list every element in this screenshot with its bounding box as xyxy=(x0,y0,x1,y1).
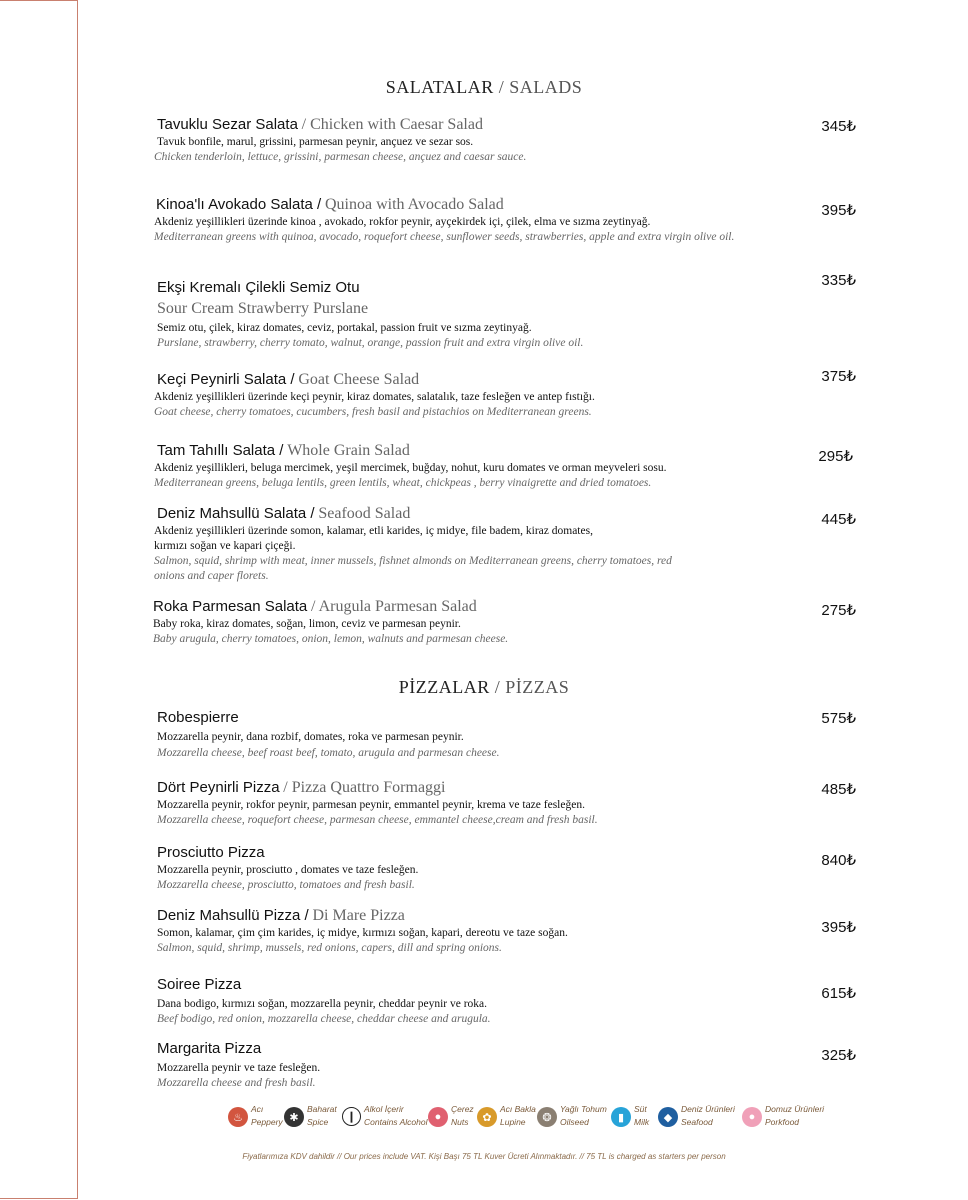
item-desc-tr: Akdeniz yeşillikleri üzerinde keçi peynir, kiraz domates, salatalık, taze fesleğen ve antep fıstığı. xyxy=(154,391,595,403)
item-desc-en: Baby arugula, cherry tomatoes, onion, lemon, walnuts and parmesan cheese. xyxy=(153,633,509,645)
legend-label-tr: Yağlı Tohum xyxy=(560,1104,607,1114)
item-name-tr: Dört Peynirli Pizza xyxy=(157,779,280,796)
legend-label-tr: Baharat xyxy=(307,1104,337,1114)
item-desc-en: Mozzarella cheese, prosciutto, tomatoes and fresh basil. xyxy=(157,879,415,891)
spice-icon: ✱ xyxy=(284,1107,304,1127)
item-desc-en: Chicken tenderloin, lettuce, grissini, parmesan cheese, ançuez and caesar sauce. xyxy=(154,151,527,163)
menu-item xyxy=(157,278,797,351)
fish-icon: ◆ xyxy=(658,1107,678,1127)
item-price: 395₺ xyxy=(821,919,856,936)
item-price: 335₺ xyxy=(821,272,856,289)
legend-item xyxy=(477,1103,536,1129)
legend-label-tr: Deniz Ürünleri xyxy=(681,1104,735,1114)
section-title-tr: SALATALAR xyxy=(385,77,494,97)
item-desc-tr: Mozzarella peynir, prosciutto , domates ve taze fesleğen. xyxy=(157,864,419,876)
item-desc-tr: Akdeniz yeşillikleri üzerinde somon, kalamar, etli karides, iç midye, file badem, kiraz domates, kırmızı soğan ve kapari çiçeği. xyxy=(154,525,593,552)
milk-icon: ▮ xyxy=(611,1107,631,1127)
legend-item xyxy=(611,1103,649,1129)
item-name-en: Sour Cream Strawberry Purslane xyxy=(157,300,369,317)
item-desc-tr: Mozzarella peynir, rokfor peynir, parmesan peynir, emmantel peynir, krema ve taze fesleğen. xyxy=(157,799,585,811)
menu-item xyxy=(154,115,797,165)
legend-item xyxy=(228,1103,283,1129)
price-footnote: Fiyatlarımıza KDV dahildir // Our prices include VAT. Kişi Başı 75 TL Kuver Ücreti Alınmaktadır. // 75 TL is charged as starters per person xyxy=(242,1152,726,1161)
item-desc-tr: Dana bodigo, kırmızı soğan, mozzarella peynir, cheddar peynir ve roka. xyxy=(157,998,488,1010)
legend-label-tr: Acı xyxy=(251,1104,264,1114)
oilseed-icon: ❂ xyxy=(537,1107,557,1127)
legend-item xyxy=(284,1103,337,1129)
menu-item xyxy=(154,441,797,491)
item-name-tr: Tavuklu Sezar Salata xyxy=(157,116,298,133)
legend-label-tr: Süt xyxy=(634,1104,647,1114)
section-title-en: PİZZAS xyxy=(505,677,570,697)
item-name-tr: Tam Tahıllı Salata / xyxy=(157,442,284,459)
item-desc-en: Mozzarella cheese, beef roast beef, tomato, arugula and parmesan cheese. xyxy=(157,747,500,759)
legend-item xyxy=(658,1103,735,1129)
item-name-tr: Soiree Pizza xyxy=(157,976,242,993)
pizzas-section-title xyxy=(0,677,968,698)
menu-item xyxy=(157,843,797,893)
item-desc-en: Mozzarella cheese and fresh basil. xyxy=(157,1077,316,1089)
item-desc-tr: Mozzarella peynir, dana rozbif, domates, roka ve parmesan peynir. xyxy=(157,731,464,743)
item-name-tr: Keçi Peynirli Salata / xyxy=(157,371,295,388)
item-price: 840₺ xyxy=(821,852,856,869)
alcohol-icon: ❙ xyxy=(342,1107,361,1126)
legend-item xyxy=(342,1103,427,1129)
legend-label-tr: Domuz Ürünleri xyxy=(765,1104,825,1114)
item-price: 395₺ xyxy=(821,202,856,219)
menu-item xyxy=(153,597,793,647)
item-name-en: Whole Grain Salad xyxy=(287,442,410,459)
legend-label-tr: Çerez xyxy=(451,1104,474,1114)
pepper-icon: ♨ xyxy=(228,1107,248,1127)
item-name-en: Goat Cheese Salad xyxy=(298,371,420,388)
item-price: 615₺ xyxy=(821,985,856,1002)
legend-label-tr: Alkol İçerir xyxy=(364,1104,404,1114)
item-name-en: / Pizza Quattro Formaggi xyxy=(283,779,446,796)
item-desc-en: Mozzarella cheese, roquefort cheese, parmesan cheese, emmantel cheese,cream and fresh basil. xyxy=(157,814,598,826)
menu-item xyxy=(157,975,797,1027)
item-name-en: / Chicken with Caesar Salad xyxy=(301,116,483,133)
item-name-tr: Roka Parmesan Salata xyxy=(153,598,308,615)
item-name-en: Quinoa with Avocado Salad xyxy=(324,196,504,213)
item-desc-en: Salmon, squid, shrimp with meat, inner mussels, fishnet almonds on Mediterranean greens, cherry tomatoes, red onions and caper florets. xyxy=(154,555,672,582)
legend-item xyxy=(537,1103,607,1129)
item-desc-en: Salmon, squid, shrimp, mussels, red onions, capers, dill and spring onions. xyxy=(157,942,502,954)
menu-item xyxy=(154,370,797,420)
menu-item xyxy=(157,778,797,828)
pig-icon: ● xyxy=(742,1107,762,1127)
salads-section-title xyxy=(0,77,968,98)
legend-item xyxy=(428,1103,474,1129)
legend-label-en: Nuts xyxy=(451,1117,469,1127)
item-desc-tr: Somon, kalamar, çim çim karides, iç midye, kırmızı soğan, kapari, dereotu ve taze soğan. xyxy=(157,927,568,939)
item-desc-en: Goat cheese, cherry tomatoes, cucumbers, fresh basil and pistachios on Mediterranean greens. xyxy=(154,406,592,418)
legend-label-en: Peppery xyxy=(251,1117,283,1127)
item-price: 575₺ xyxy=(821,710,856,727)
item-desc-en: Purslane, strawberry, cherry tomato, walnut, orange, passion fruit and extra virgin olive oil. xyxy=(157,337,584,349)
lupine-icon: ✿ xyxy=(477,1107,497,1127)
item-name-en: Di Mare Pizza xyxy=(312,907,405,924)
item-desc-tr: Akdeniz yeşillikleri üzerinde kinoa , avokado, rokfor peynir, ayçekirdek içi, çilek, elma ve sızma zeytinyağ. xyxy=(154,216,651,228)
item-price: 325₺ xyxy=(821,1047,856,1064)
item-desc-en: Beef bodigo, red onion, mozzarella cheese, cheddar cheese and arugula. xyxy=(157,1013,491,1025)
legend-label-en: Seafood xyxy=(681,1117,713,1127)
item-price: 485₺ xyxy=(821,781,856,798)
item-price: 445₺ xyxy=(821,511,856,528)
item-desc-tr: Mozzarella peynir ve taze fesleğen. xyxy=(157,1062,321,1074)
item-price: 295₺ xyxy=(818,448,853,465)
item-desc-tr: Tavuk bonfile, marul, grissini, parmesan peynir, ançuez ve sezar sos. xyxy=(157,136,474,148)
legend-label-en: Porkfood xyxy=(765,1117,800,1127)
section-title-en: SALADS xyxy=(509,77,583,97)
section-title-separator: / xyxy=(494,677,501,697)
legend-item xyxy=(742,1103,824,1129)
item-name-en: Seafood Salad xyxy=(318,505,411,522)
legend-label-en: Oilseed xyxy=(560,1117,589,1127)
legend-label-tr: Acı Bakla xyxy=(500,1104,536,1114)
item-desc-en: Mediterranean greens with quinoa, avocado, roquefort cheese, sunflower seeds, strawberries, apple and extra virgin olive oil. xyxy=(154,231,735,243)
item-name-tr: Ekşi Kremalı Çilekli Semiz Otu xyxy=(157,279,360,296)
item-name-tr: Deniz Mahsullü Pizza / xyxy=(157,907,309,924)
item-name-tr: Prosciutto Pizza xyxy=(157,844,265,861)
item-desc-tr: Baby roka, kiraz domates, soğan, limon, ceviz ve parmesan peynir. xyxy=(153,618,461,630)
nuts-icon: ● xyxy=(428,1107,448,1127)
legend-label-en: Spice xyxy=(307,1117,329,1127)
left-border-line xyxy=(0,0,78,1199)
item-name-tr: Kinoa'lı Avokado Salata / xyxy=(156,196,322,213)
legend-label-en: Lupine xyxy=(500,1117,526,1127)
item-price: 375₺ xyxy=(821,368,856,385)
section-title-separator: / xyxy=(498,77,505,97)
menu-item xyxy=(157,708,797,761)
menu-item xyxy=(156,195,796,245)
legend-label-en: Contains Alcohol xyxy=(364,1117,428,1127)
item-name-tr: Deniz Mahsullü Salata / xyxy=(157,505,315,522)
item-desc-tr: Akdeniz yeşillikleri, beluga mercimek, yeşil mercimek, buğday, nohut, kuru domates ve orman meyveleri sosu. xyxy=(154,462,667,474)
item-desc-tr: Semiz otu, çilek, kiraz domates, ceviz, portakal, passion fruit ve sızma zeytinyağ. xyxy=(157,322,532,334)
allergen-legend xyxy=(228,1103,848,1139)
legend-label-en: Milk xyxy=(634,1117,650,1127)
menu-item xyxy=(157,906,797,956)
item-name-en: / Arugula Parmesan Salad xyxy=(311,598,477,615)
item-price: 275₺ xyxy=(821,602,856,619)
item-name-tr: Robespierre xyxy=(157,709,239,726)
item-price: 345₺ xyxy=(821,118,856,135)
item-desc-en: Mediterranean greens, beluga lentils, green lentils, wheat, chickpeas , berry vinaigrette and dried tomatoes. xyxy=(154,477,652,489)
menu-item xyxy=(157,1039,797,1091)
section-title-tr: PİZZALAR xyxy=(398,677,490,697)
menu-item xyxy=(154,504,797,584)
item-name-tr: Margarita Pizza xyxy=(157,1040,262,1057)
